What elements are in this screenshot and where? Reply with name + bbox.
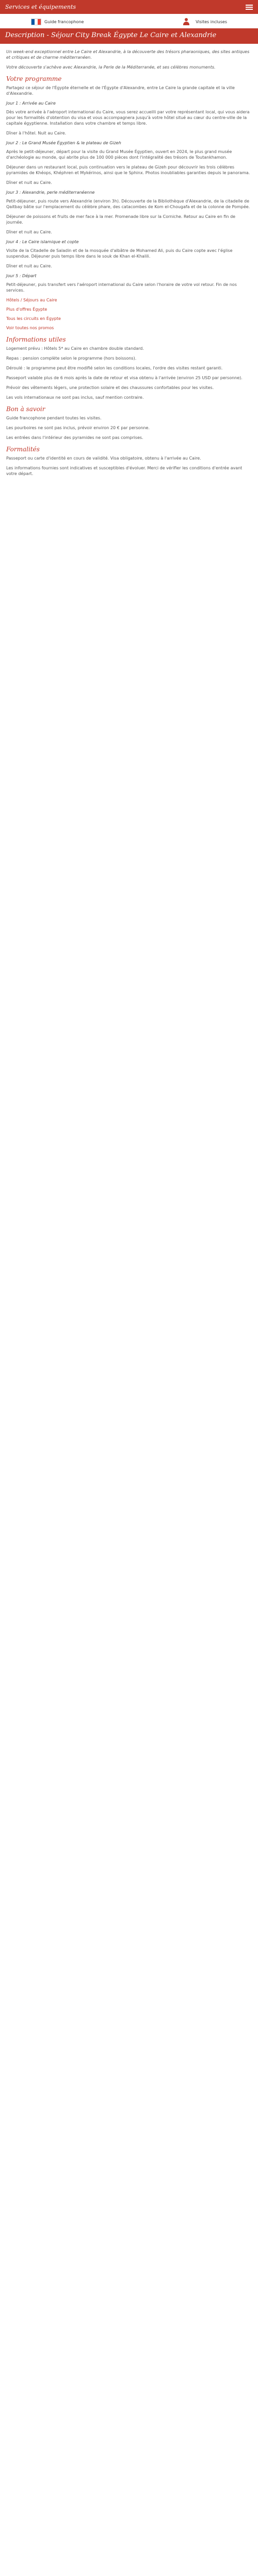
practical-paragraph: Guide francophone pendant toutes les visites.	[6, 416, 102, 420]
info-paragraph: Passeport valable plus de 6 mois après la date de retour et visa obtenu à l'arrivée (environ 25 USD par personne).	[6, 376, 243, 380]
day-title: Jour 3 : Alexandrie, perle méditerranéenne	[6, 190, 95, 195]
program-paragraph: Petit-déjeuner, puis route vers Alexandrie (environ 3h). Découverte de la Bibliothèque d'Alexandrie, de la citadelle de Qaitbay bâtie sur l'emplacement du célèbre phare, des catacombes de Kom el-Chougafa et de la colonne de Pompée.	[6, 199, 250, 209]
day-title: Jour 5 : Départ	[6, 274, 37, 278]
hamburger-menu-icon[interactable]	[246, 5, 253, 10]
formalities-body	[0, 455, 258, 477]
page-title: Description - Séjour City Break Égypte Le Caire et Alexandrie	[5, 31, 217, 39]
intro	[0, 44, 258, 70]
program-paragraph: Dîner et nuit au Caire.	[6, 264, 52, 268]
practical-heading: Bon à savoir	[6, 405, 45, 413]
feature-badges	[0, 14, 258, 28]
day-title: Jour 2 : Le Grand Musée Égyptien & le plateau de Gizeh	[6, 141, 121, 145]
badge-visits-label: Visites incluses	[196, 19, 227, 24]
intro-paragraph: Votre découverte s'achève avec Alexandrie, la Perle de la Méditerranée, et ses célèbres monuments.	[6, 65, 216, 70]
related-link[interactable]: Voir toutes nos promos	[6, 326, 54, 330]
practical-paragraph: Les entrées dans l'intérieur des pyramides ne sont pas comprises.	[6, 435, 143, 440]
program-body	[0, 85, 258, 293]
program-paragraph: Partagez ce séjour de l'Égypte éternelle et de l'Égypte d'Alexandre, entre Le Caire la grande capitale et la ville d'Alexandrie.	[6, 86, 235, 96]
program-paragraph: Dîner et nuit au Caire.	[6, 230, 52, 234]
page	[0, 0, 258, 491]
program-paragraph: Visite de la Citadelle de Saladin et de la mosquée d'albâtre de Mohamed Ali, puis du Caire copte avec l'église suspendue. Déjeuner puis temps libre dans le souk de Khan el-Khalili.	[6, 248, 233, 259]
info-heading: Informations utiles	[6, 336, 66, 343]
related-link[interactable]: Hôtels / Séjours au Caire	[6, 298, 57, 302]
info-paragraph: Repas : pension complète selon le programme (hors boissons).	[6, 356, 137, 361]
badge-visits	[183, 18, 227, 25]
info-paragraph: Déroulé : le programme peut être modifié selon les conditions locales, l'ordre des visites restant garanti.	[6, 366, 223, 370]
formalities-heading: Formalités	[6, 446, 40, 453]
info-paragraph: Les vols internationaux ne sont pas inclus, sauf mention contraire.	[6, 395, 144, 400]
info-paragraph: Logement prévu : Hôtels 5* au Caire en chambre double standard.	[6, 346, 144, 351]
badge-guide-label: Guide francophone	[44, 19, 84, 24]
practical-paragraph: Les pourboires ne sont pas inclus, prévoir environ 20 € par personne.	[6, 426, 150, 430]
info-body	[0, 346, 258, 400]
program-paragraph: Déjeuner dans un restaurant local, puis continuation vers le plateau de Gizeh pour découvrir les trois célèbres pyramides de Khéops, Khéphren et Mykérinos, ainsi que le Sphinx. Photos inoubliables garanties depuis le panorama.	[6, 165, 250, 175]
hero-banner	[0, 28, 258, 44]
related-link[interactable]: Tous les circuits en Égypte	[6, 316, 61, 321]
program-heading: Votre programme	[6, 75, 62, 82]
badge-guide	[31, 18, 84, 25]
services-bar[interactable]	[0, 0, 258, 14]
services-title: Services et équipements	[5, 4, 76, 10]
program-paragraph: Déjeuner de poissons et fruits de mer face à la mer. Promenade libre sur la Corniche. Retour au Caire en fin de journée.	[6, 214, 236, 225]
day-title: Jour 1 : Arrivée au Caire	[6, 101, 56, 106]
program-paragraph: Dîner à l'hôtel. Nuit au Caire.	[6, 131, 67, 135]
formalities-paragraph: Les informations fournies sont indicatives et susceptibles d'évoluer. Merci de vérifier les conditions d'entrée avant votre départ.	[6, 466, 243, 476]
program-paragraph: Petit-déjeuner, puis transfert vers l'aéroport international du Caire selon l'horaire de votre vol retour. Fin de nos services.	[6, 282, 237, 293]
program-paragraph: Dîner et nuit au Caire.	[6, 180, 52, 185]
french-flag-icon	[31, 19, 41, 25]
program-paragraph: Dès votre arrivée à l'aéroport international du Caire, vous serez accueilli par votre représentant local, qui vous aidera pour les formalités d'obtention du visa et vous accompagnera jusqu'à votre hôtel situé au cœur du centre-ville de la capitale égyptienne. Installation dans votre chambre et temps libre.	[6, 110, 250, 126]
group-people-icon	[183, 18, 192, 25]
day-title: Jour 4 : Le Caire islamique et copte	[6, 240, 79, 244]
info-paragraph: Prévoir des vêtements légers, une protection solaire et des chaussures confortables pour les visites.	[6, 385, 214, 390]
practical-body	[0, 415, 258, 440]
formalities-paragraph: Passeport ou carte d'identité en cours de validité. Visa obligatoire, obtenu à l'arrivée au Caire.	[6, 456, 201, 461]
related-link[interactable]: Plus d'offres Égypte	[6, 307, 47, 312]
program-paragraph: Après le petit-déjeuner, départ pour la visite du Grand Musée Égyptien, ouvert en 2024, le plus grand musée d'archéologie au monde, qui abrite plus de 100 000 pièces dont l'intégralité des trésors de Toutankhamon.	[6, 149, 232, 160]
related-links	[0, 297, 258, 331]
intro-paragraph: Un week-end exceptionnel entre Le Caire et Alexandrie, à la découverte des trésors pharaoniques, des sites antiques et critiques et de charme méditerranéen.	[6, 49, 250, 60]
